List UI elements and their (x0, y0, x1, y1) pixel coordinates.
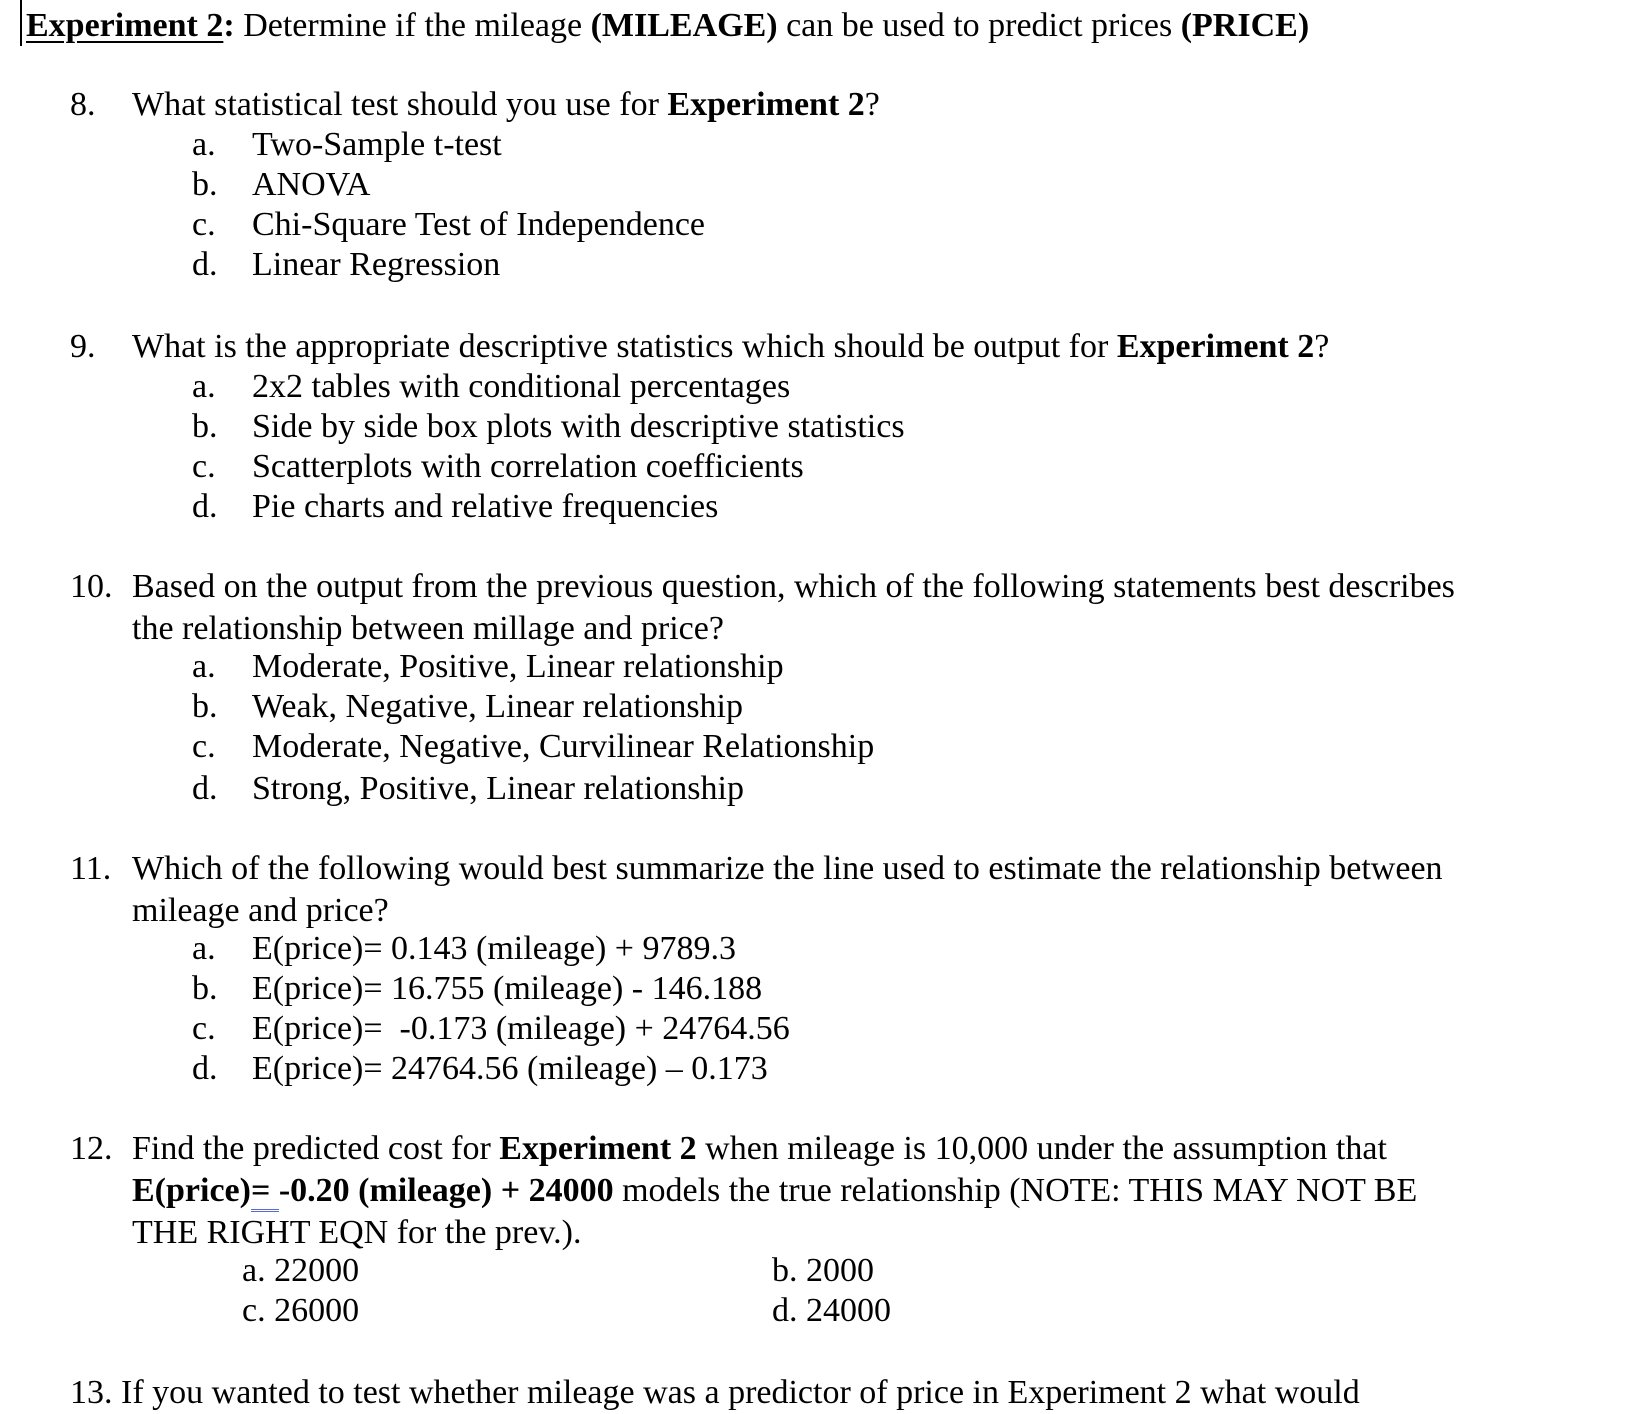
option-text: ANOVA (252, 166, 371, 203)
q12-option-d[interactable] (772, 1290, 891, 1332)
stem-line-2: mileage and price? (132, 892, 389, 929)
option-letter: b. (192, 408, 218, 445)
question-number: 11. (70, 850, 112, 887)
option-letter: c. (192, 728, 216, 765)
option-text: Side by side box plots with descriptive statistics (252, 408, 905, 445)
option-letter: b. (192, 970, 218, 1007)
option-text: Moderate, Positive, Linear relationship (252, 648, 784, 685)
option-letter: a. (192, 930, 216, 967)
cutoff-text: 13. If you wanted to test whether mileage was a predictor of price in Experiment 2 what would (70, 1374, 1360, 1411)
header-colon: : (223, 7, 235, 44)
option-letter: a. (242, 1252, 266, 1289)
header-bold-price: (PRICE) (1180, 7, 1310, 44)
option-text: Linear Regression (252, 246, 501, 283)
option-letter: b. (772, 1252, 798, 1289)
q12-option-c[interactable] (242, 1290, 359, 1332)
option-text: Two-Sample t-test (252, 126, 502, 163)
option-letter: a. (192, 648, 216, 685)
stem-text: What is the appropriate descriptive statistics which should be output for (132, 328, 1117, 365)
option-text: Weak, Negative, Linear relationship (252, 688, 744, 725)
stem-line-1: Which of the following would best summarize the line used to estimate the relationship between (132, 850, 1443, 887)
experiment-header (26, 4, 1309, 48)
text-cursor (20, 0, 22, 46)
question-stem (132, 84, 880, 126)
option-letter: d. (772, 1292, 798, 1329)
option-text: 2000 (806, 1252, 874, 1289)
stem-bold: Experiment 2 (499, 1130, 697, 1167)
option-letter: b. (192, 166, 218, 203)
option-text: 26000 (274, 1292, 360, 1329)
stem-post: models the true relationship (NOTE: THIS MAY NOT BE (613, 1172, 1418, 1209)
q12-option-b[interactable] (772, 1250, 874, 1292)
option-text: Scatterplots with correlation coefficients (252, 448, 804, 485)
option-text: Chi-Square Test of Independence (252, 206, 706, 243)
stem-text: Find the predicted cost for (132, 1130, 500, 1167)
option-letter: c. (192, 1010, 216, 1047)
stem-post: ? (864, 86, 880, 123)
option-letter: d. (192, 770, 218, 807)
stem-line-2 (132, 1170, 1417, 1212)
option-text: E(price)= 0.143 (mileage) + 9789.3 (252, 930, 736, 967)
question-stem (132, 1128, 1417, 1254)
question-stem (132, 566, 1455, 650)
equation-equals-marked: = (251, 1172, 279, 1212)
option-letter: a. (192, 126, 216, 163)
stem-bold: Experiment 2 (1116, 328, 1315, 365)
option-text: E(price)= 24764.56 (mileage) – 0.173 (252, 1050, 768, 1087)
q12-option-a[interactable] (242, 1250, 359, 1292)
option-letter: c. (242, 1292, 266, 1329)
option-letter: d. (192, 246, 218, 283)
option-letter: c. (192, 206, 216, 243)
stem-post: when mileage is 10,000 under the assumption that (696, 1130, 1387, 1167)
header-text-1: Determine if the mileage (234, 7, 591, 44)
question-number: 9. (70, 328, 96, 365)
option-letter: d. (192, 488, 218, 525)
header-bold-mileage: (MILEAGE) (590, 7, 778, 44)
option-text: E(price)= 16.755 (mileage) - 146.188 (252, 970, 763, 1007)
question-number: 10. (70, 568, 113, 605)
stem-line-3: THE RIGHT EQN for the prev.). (132, 1214, 582, 1251)
option-letter: d. (192, 1050, 218, 1087)
option-letter: a. (192, 368, 216, 405)
option-text: Strong, Positive, Linear relationship (252, 770, 744, 807)
question-number: 8. (70, 86, 96, 123)
option-text: Pie charts and relative frequencies (252, 488, 719, 525)
question-13-cutoff (70, 1374, 1560, 1414)
option-text: Moderate, Negative, Curvilinear Relationship (252, 728, 875, 765)
option-letter: b. (192, 688, 218, 725)
question-number: 12. (70, 1130, 113, 1167)
stem-line-2: the relationship between millage and price? (132, 610, 724, 647)
question-stem (132, 848, 1443, 932)
stem-post: ? (1314, 328, 1330, 365)
option-text: E(price)= -0.173 (mileage) + 24764.56 (252, 1010, 790, 1047)
option-text: 22000 (274, 1252, 360, 1289)
stem-bold: Experiment 2 (667, 86, 865, 123)
header-label: Experiment 2 (26, 7, 224, 44)
option-text: 24000 (806, 1292, 891, 1329)
equation-lhs: E(price) (132, 1172, 251, 1209)
stem-text: What statistical test should you use for (132, 86, 668, 123)
stem-line-1 (132, 1128, 1417, 1170)
equation-rhs: -0.20 (mileage) + 24000 (278, 1172, 614, 1209)
question-stem (132, 326, 1329, 368)
option-text: 2x2 tables with conditional percentages (252, 368, 791, 405)
header-text-2: can be used to predict prices (777, 7, 1181, 44)
stem-line-1: Based on the output from the previous question, which of the following statements best describes (132, 568, 1455, 605)
option-letter: c. (192, 448, 216, 485)
